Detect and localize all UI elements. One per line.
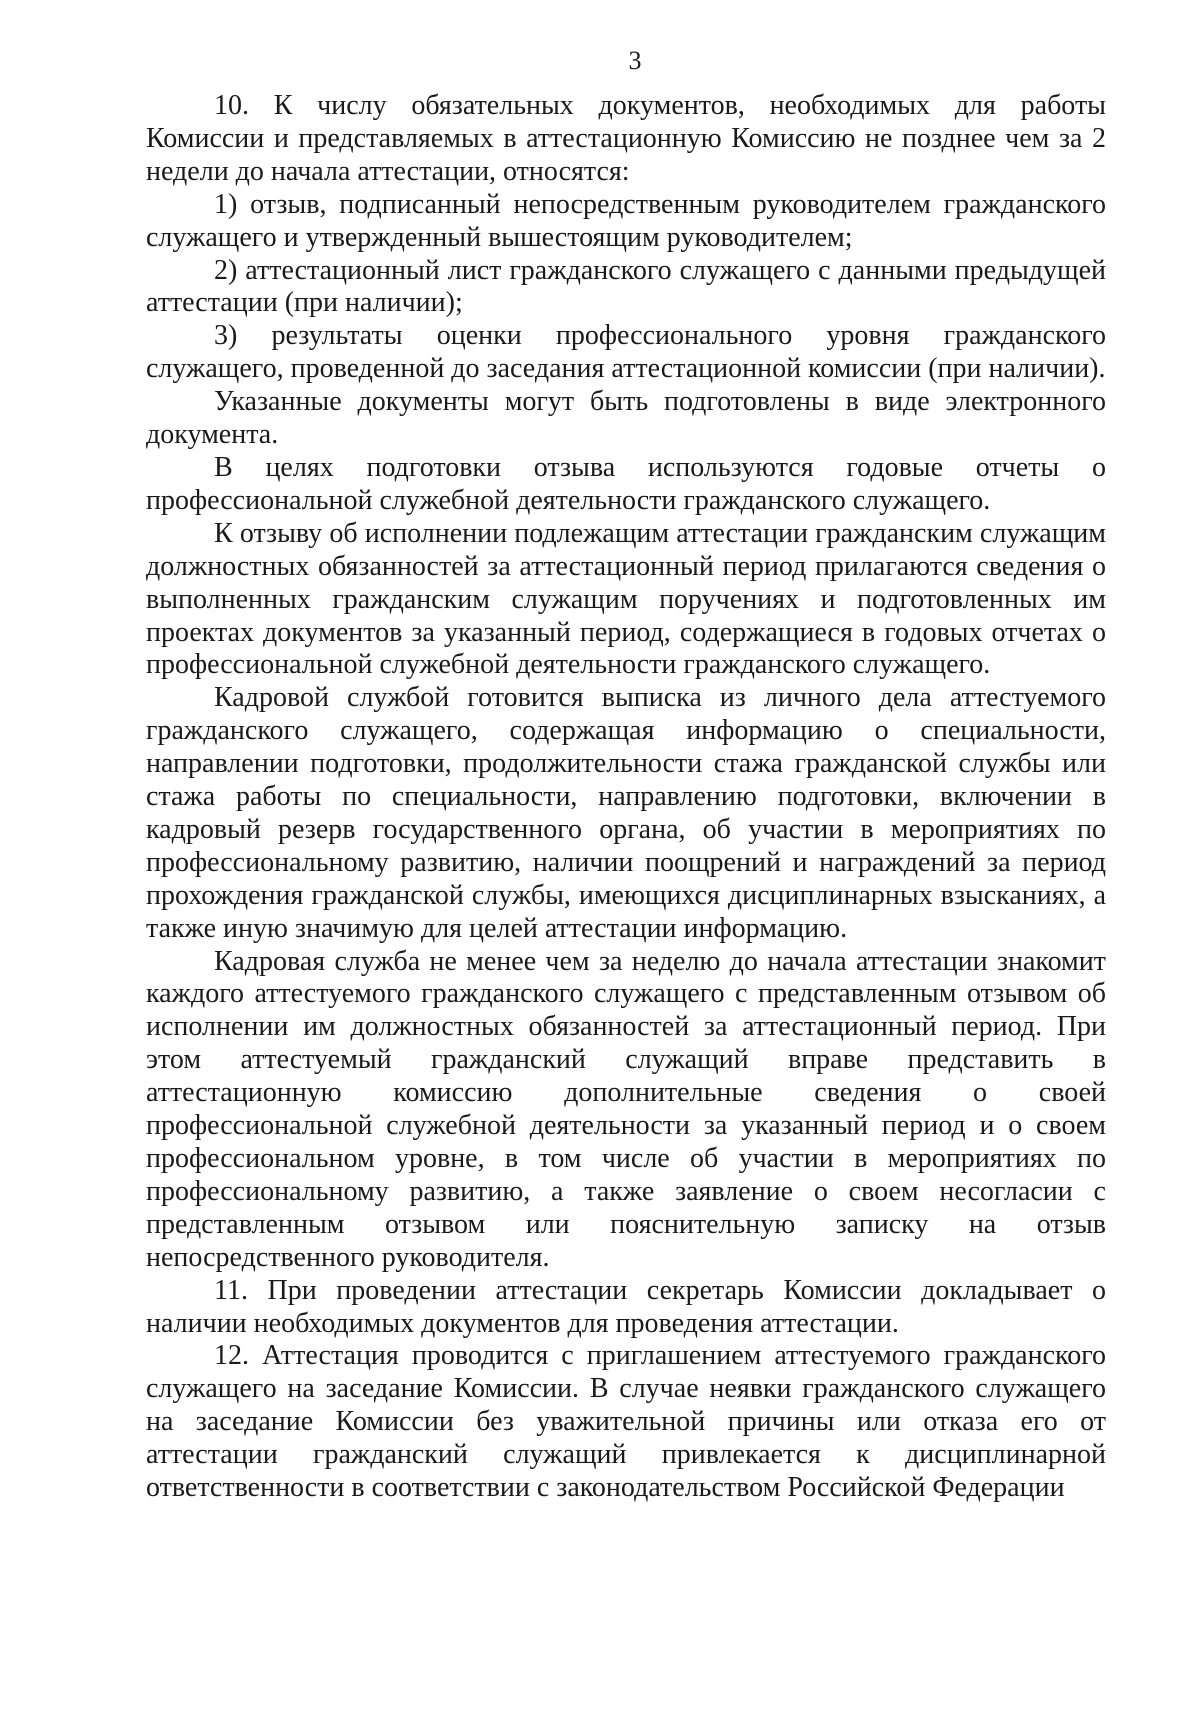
paragraph-personnel-extract: Кадровой службой готовится выписка из личного дела аттестуемого гражданского служащего, содержащая информацию о специальности, направлении подготовки, продолжительности стажа гражданской службы или стажа работы по специальности, направлению подготовки, включении в кадровый резерв государственного органа, об участии в мероприятиях по профессиональному развитию, наличии поощрений и награждений за период прохождения гражданской службы, имеющихся дисциплинарных взысканиях, а также иную значимую для целей аттестации информацию. bbox=[146, 682, 1106, 944]
page-number: 3 bbox=[628, 46, 642, 75]
paragraph-subitem-2: 2) аттестационный лист гражданского служащего с данными предыдущей аттестации (при наличии); bbox=[146, 254, 1106, 319]
paragraph-electronic-documents: Указанные документы могут быть подготовлены в виде электронного документа. bbox=[146, 386, 1106, 451]
paragraph-familiarization: Кадровая служба не менее чем за неделю до начала аттестации знакомит каждого аттестуемого гражданского служащего с представленным отзывом об исполнении им должностных обязанностей за аттестационный период. При этом аттестуемый гражданский служащий вправе представить в аттестационную комиссию дополнительные сведения о своей профессиональной служебной деятельности за указанный период и о своем профессиональном уровне, в том числе об участии в мероприятиях по профессиональному развитию, а также заявление о своем несогласии с представленным отзывом или пояснительную записку на отзыв непосредственного руководителя. bbox=[146, 945, 1106, 1273]
paragraph-subitem-1: 1) отзыв, подписанный непосредственным руководителем гражданского служащего и утвержденный вышестоящим руководителем; bbox=[146, 188, 1106, 253]
paragraph-item-11: 11. При проведении аттестации секретарь Комиссии докладывает о наличии необходимых документов для проведения аттестации. bbox=[146, 1274, 1106, 1339]
paragraph-annual-reports: В целях подготовки отзыва используются годовые отчеты о профессиональной служебной деятельности гражданского служащего. bbox=[146, 451, 1106, 516]
paragraph-item-12: 12. Аттестация проводится с приглашением аттестуемого гражданского служащего на заседание Комиссии. В случае неявки гражданского служащего на заседание Комиссии без уважительной причины или отказа его от аттестации гражданский служащий привлекается к дисциплинарной ответственности в соответствии с законодательством Российской Федерации bbox=[146, 1340, 1106, 1504]
paragraph-subitem-3: 3) результаты оценки профессионального уровня гражданского служащего, проведенной до заседания аттестационной комиссии (при наличии). bbox=[146, 320, 1106, 385]
paragraph-item-10: 10. К числу обязательных документов, необходимых для работы Комиссии и представляемых в аттестационную Комиссию не позднее чем за 2 недели до начала аттестации, относятся: bbox=[146, 90, 1106, 187]
paragraph-review-attachments: К отзыву об исполнении подлежащим аттестации гражданским служащим должностных обязанностей за аттестационный период прилагаются сведения о выполненных гражданским служащим поручениях и подготовленных им проектах документов за указанный период, содержащиеся в годовых отчетах о профессиональной служебной деятельности гражданского служащего. bbox=[146, 517, 1106, 681]
document-body bbox=[146, 90, 1106, 1505]
